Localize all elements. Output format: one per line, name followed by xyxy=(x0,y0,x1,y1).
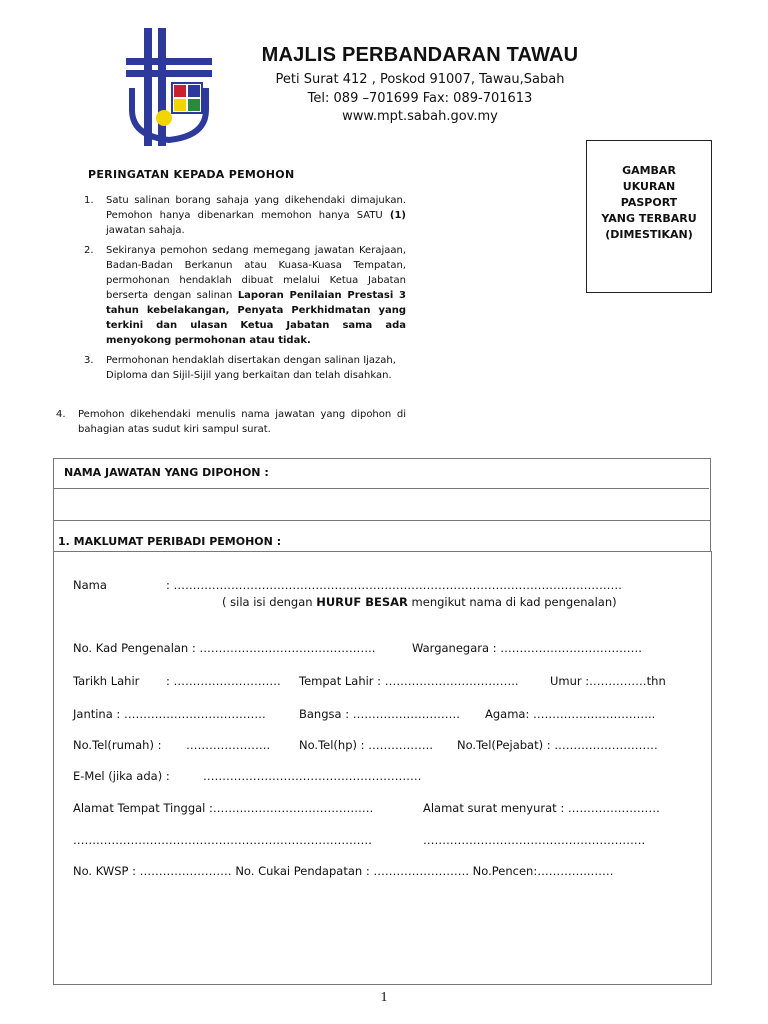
organization-address: Peti Surat 412 , Poskod 91007, Tawau,Sabah xyxy=(275,72,565,87)
notice-item-number: 3. xyxy=(84,355,94,366)
organization-name: MAJLIS PERBANDARAN TAWAU xyxy=(261,44,579,66)
notice-title: PERINGATAN KEPADA PEMOHON xyxy=(88,168,295,181)
notice-item-4: Pemohon dikehendaki menulis nama jawatan yang dipohon di bahagian atas sudut kiri sampul surat. xyxy=(78,409,406,435)
page-number: 1 xyxy=(380,990,388,1005)
religion-field[interactable]: Agama: ………………………….. xyxy=(485,707,656,721)
mailing-address-line2[interactable]: …………………………………………………. xyxy=(423,833,646,847)
gender-field[interactable]: Jantina : ………………………………. xyxy=(73,707,266,721)
position-label: NAMA JAWATAN YANG DIPOHON : xyxy=(64,466,269,479)
photo-box-line: (DIMESTIKAN) xyxy=(605,228,693,241)
email-field[interactable]: ………………………………………………… xyxy=(203,769,422,783)
birthplace-field[interactable]: Tempat Lahir : …………………………….. xyxy=(299,674,519,688)
personal-info-box xyxy=(53,551,712,985)
home-address-line2[interactable]: …………………………………………………………………… xyxy=(73,833,372,847)
notice-item-number: 1. xyxy=(84,195,94,206)
birthdate-label: Tarikh Lahir xyxy=(73,674,140,688)
nama-hint xyxy=(222,595,617,609)
office-phone-field[interactable]: No.Tel(Pejabat) : ……………………… xyxy=(457,738,658,752)
birthdate-field[interactable]: : ………………………. xyxy=(166,674,281,688)
notice-bold: (1) xyxy=(389,210,406,221)
nama-label: Nama xyxy=(73,578,107,592)
photo-box-line: YANG TERBARU xyxy=(601,212,697,225)
nama-field[interactable]: : ……………………………………………………………………………………………………… xyxy=(166,578,623,592)
hint-text: ( sila isi dengan xyxy=(222,595,317,609)
notice-item-3: Permohonan hendaklah disertakan dengan salinan Ijazah, Diploma dan Sijil-Sijil yang berkaitan dan telah disahkan. xyxy=(106,355,396,381)
notice-text: Sekiranya pemohon sedang memegang jawatan Kerajaan, Badan-Badan Berkanun atau Kuasa-Kuasa Tempatan, permohonan hendaklah dibuat melalui Ketua Jabatan berserta dengan salinan xyxy=(106,245,406,301)
organization-phone-fax: Tel: 089 –701699 Fax: 089-701613 xyxy=(307,91,533,106)
notice-text: jawatan sahaja. xyxy=(106,225,185,236)
notice-item-number: 2. xyxy=(84,245,94,256)
notice-item-2 xyxy=(106,243,406,348)
notice-item-1 xyxy=(106,193,406,238)
notice-text: Satu salinan borang sahaja yang dikehendaki dimajukan. Pemohon hanya dibenarkan memohon hanya SATU xyxy=(106,195,406,221)
race-field[interactable]: Bangsa : ………………………. xyxy=(299,707,460,721)
council-logo xyxy=(124,28,214,146)
photo-box-line: UKURAN xyxy=(622,180,676,193)
photo-box-line: PASPORT xyxy=(620,196,678,209)
kwsp-tax-pension-field[interactable]: No. KWSP : …………………… No. Cukai Pendapatan : ……………………. No.Pencen:…………..…… xyxy=(73,864,614,878)
home-address-field[interactable]: Alamat Tempat Tinggal :……...…………………………… xyxy=(73,801,374,815)
notice-item-number: 4. xyxy=(56,409,66,420)
email-label: E-Mel (jika ada) : xyxy=(73,769,170,783)
notice-bold: Laporan Penilaian Prestasi 3 tahun kebelakangan, Penyata Perkhidmatan yang terkini dan ulasan Ketua Jabatan sama ada menyokong permohonan atau tidak. xyxy=(106,290,406,346)
mobile-phone-field[interactable]: No.Tel(hp) : …………….. xyxy=(299,738,433,752)
citizenship-field[interactable]: Warganegara : ………………………………. xyxy=(412,641,642,655)
section1-title: 1. MAKLUMAT PERIBADI PEMOHON : xyxy=(58,535,282,548)
home-phone-label: No.Tel(rumah) : xyxy=(73,738,162,752)
mailing-address-field[interactable]: Alamat surat menyurat : …………………… xyxy=(423,801,660,815)
age-field[interactable]: Umur :……………thn xyxy=(550,674,666,688)
home-phone-field[interactable]: …………………. xyxy=(186,738,271,752)
passport-photo-box[interactable] xyxy=(586,140,712,293)
hint-bold: HURUF BESAR xyxy=(316,595,408,609)
hint-text: mengikut nama di kad pengenalan) xyxy=(407,595,617,609)
ic-number-field[interactable]: No. Kad Pengenalan : ………………………………………. xyxy=(73,641,376,655)
organization-website: www.mpt.sabah.gov.my xyxy=(342,109,498,124)
photo-box-line: GAMBAR xyxy=(622,164,676,177)
